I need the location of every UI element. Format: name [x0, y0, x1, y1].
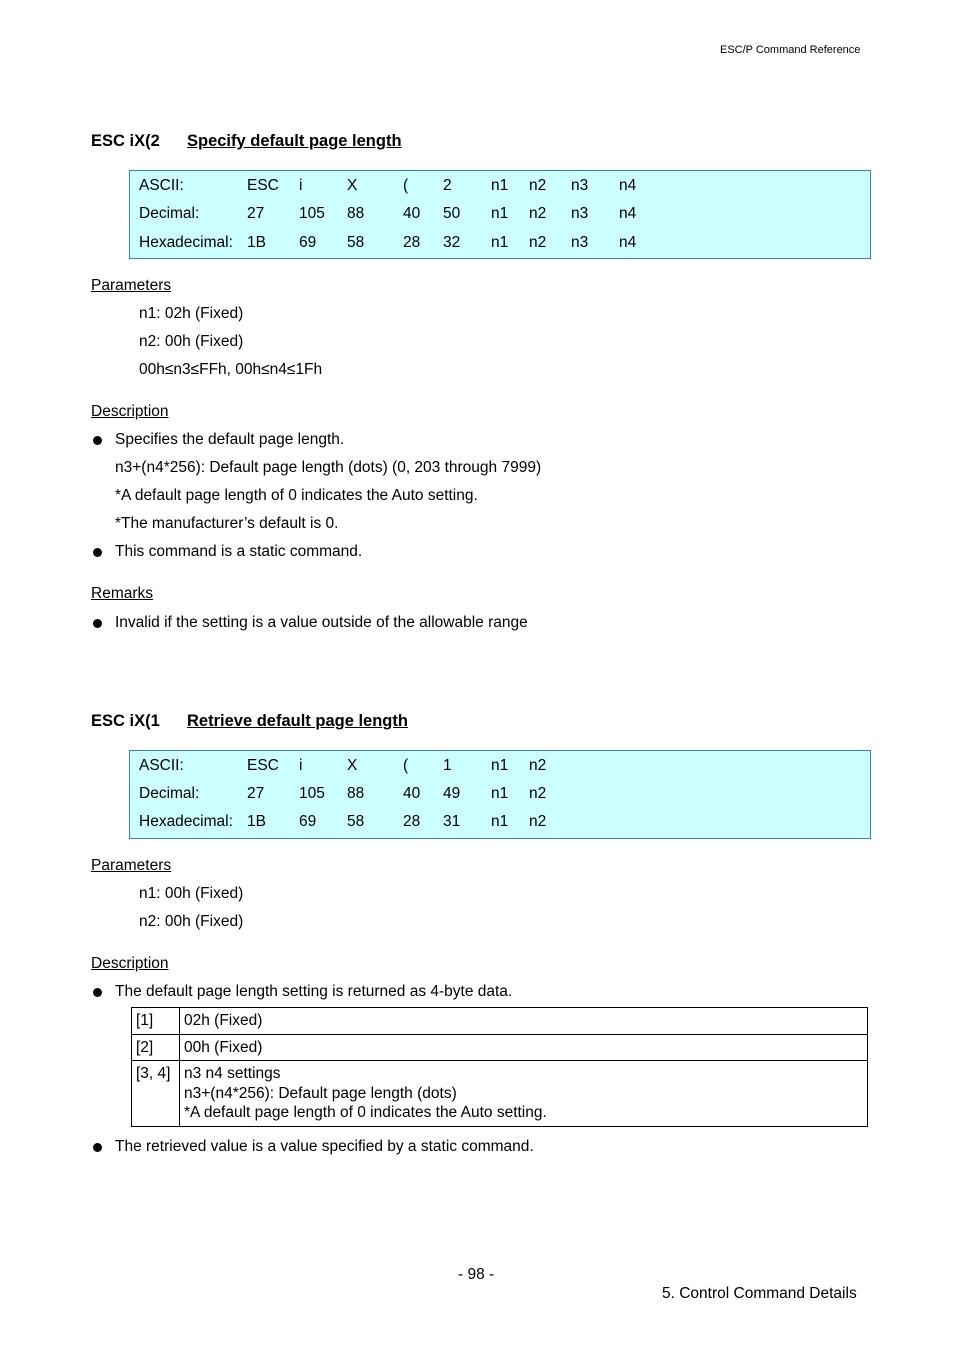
byte-cell: n3	[571, 177, 589, 194]
byte-cell: 88	[347, 785, 365, 802]
byte-cell: 27	[247, 785, 265, 802]
hex-row	[130, 234, 870, 254]
byte-value	[180, 1034, 868, 1061]
value-line: 02h (Fixed)	[184, 1012, 263, 1029]
decimal-row	[130, 785, 870, 805]
byte-cell: n2	[529, 785, 547, 802]
byte-index: [2]	[132, 1034, 180, 1061]
description-item: The default page length setting is returned as 4-byte data.	[115, 983, 513, 1000]
decimal-row	[130, 205, 870, 225]
command-code: ESC iX(2	[91, 132, 160, 150]
command-code: ESC iX(1	[91, 712, 160, 730]
description-item: This command is a static command.	[115, 543, 363, 560]
byte-cell: 31	[443, 813, 461, 830]
description-detail: n3+(n4*256): Default page length (dots) (0, 203 through 7999)	[115, 459, 542, 476]
byte-cell: 28	[403, 813, 421, 830]
byte-cell: 69	[299, 813, 317, 830]
return-data-table	[131, 1007, 868, 1127]
section-title-retrieve	[91, 712, 408, 731]
ascii-row	[130, 177, 870, 197]
byte-cell: 27	[247, 205, 265, 222]
table-row	[132, 1008, 868, 1035]
bullet-icon	[93, 619, 102, 628]
running-header: ESC/P Command Reference	[720, 44, 861, 56]
byte-cell: 58	[347, 234, 365, 251]
hex-row	[130, 813, 870, 833]
value-line: n3 n4 settings	[184, 1065, 281, 1082]
byte-cell: n2	[529, 205, 547, 222]
byte-cell: 88	[347, 205, 365, 222]
byte-index: [1]	[132, 1008, 180, 1035]
byte-cell: X	[347, 757, 358, 774]
command-sequence-box	[129, 750, 871, 839]
row-label: Decimal:	[139, 785, 200, 802]
byte-cell: n1	[491, 205, 509, 222]
byte-cell: i	[299, 177, 303, 194]
value-line: *A default page length of 0 indicates the Auto setting.	[184, 1104, 547, 1121]
byte-cell: 1	[443, 757, 452, 774]
byte-cell: (	[403, 177, 409, 194]
byte-cell: X	[347, 177, 358, 194]
byte-cell: 28	[403, 234, 421, 251]
byte-cell: 105	[299, 205, 325, 222]
byte-value	[180, 1061, 868, 1127]
page-number: - 98 -	[458, 1266, 495, 1283]
command-sequence-box	[129, 170, 871, 259]
row-label: Hexadecimal:	[139, 234, 233, 251]
description-item: The retrieved value is a value specified by a static command.	[115, 1138, 534, 1155]
byte-cell: n3	[571, 234, 589, 251]
byte-cell: n1	[491, 785, 509, 802]
byte-value	[180, 1008, 868, 1035]
parameter-item: n2: 00h (Fixed)	[139, 333, 244, 350]
remark-item: Invalid if the setting is a value outside of the allowable range	[115, 614, 528, 631]
parameter-item: n2: 00h (Fixed)	[139, 913, 244, 930]
byte-cell: n4	[619, 205, 637, 222]
parameter-item: n1: 02h (Fixed)	[139, 305, 244, 322]
byte-cell: 40	[403, 205, 421, 222]
byte-cell: ESC	[247, 177, 279, 194]
bullet-icon	[93, 436, 102, 445]
byte-cell: n3	[571, 205, 589, 222]
byte-cell: n1	[491, 813, 509, 830]
byte-cell: i	[299, 757, 303, 774]
description-detail: *A default page length of 0 indicates the Auto setting.	[115, 487, 478, 504]
byte-cell: 1B	[247, 234, 266, 251]
byte-cell: 69	[299, 234, 317, 251]
byte-cell: 40	[403, 785, 421, 802]
byte-cell: n4	[619, 177, 637, 194]
row-label: ASCII:	[139, 177, 184, 194]
chapter-footer: 5. Control Command Details	[662, 1285, 857, 1302]
byte-cell: 2	[443, 177, 452, 194]
remarks-heading: Remarks	[91, 585, 154, 602]
byte-cell: 49	[443, 785, 461, 802]
row-label: ASCII:	[139, 757, 184, 774]
byte-cell: 105	[299, 785, 325, 802]
parameter-item: n1: 00h (Fixed)	[139, 885, 244, 902]
description-heading: Description	[91, 955, 169, 972]
command-name: Specify default page length	[187, 132, 402, 150]
byte-cell: 58	[347, 813, 365, 830]
bullet-icon	[93, 1143, 102, 1152]
command-name: Retrieve default page length	[187, 712, 408, 730]
value-line: 00h (Fixed)	[184, 1038, 263, 1056]
value-line: n3+(n4*256): Default page length (dots)	[184, 1084, 457, 1102]
byte-cell: 32	[443, 234, 461, 251]
byte-cell: 50	[443, 205, 461, 222]
section-title-specify	[91, 132, 402, 151]
table-row	[132, 1061, 868, 1127]
byte-cell: n2	[529, 234, 547, 251]
description-heading: Description	[91, 403, 169, 420]
parameter-item: 00h≤n3≤FFh, 00h≤n4≤1Fh	[139, 361, 323, 378]
byte-cell: n2	[529, 813, 547, 830]
description-item: Specifies the default page length.	[115, 431, 345, 448]
row-label: Hexadecimal:	[139, 813, 233, 830]
byte-cell: ESC	[247, 757, 279, 774]
byte-cell: n1	[491, 177, 509, 194]
byte-cell: n2	[529, 177, 547, 194]
bullet-icon	[93, 548, 102, 557]
byte-cell: n1	[491, 757, 509, 774]
byte-index: [3, 4]	[132, 1061, 180, 1127]
parameters-heading: Parameters	[91, 277, 172, 294]
table-row	[132, 1034, 868, 1061]
bullet-icon	[93, 988, 102, 997]
byte-cell: n2	[529, 757, 547, 774]
byte-cell: n4	[619, 234, 637, 251]
row-label: Decimal:	[139, 205, 200, 222]
description-detail: *The manufacturer’s default is 0.	[115, 515, 339, 532]
parameters-heading: Parameters	[91, 857, 172, 874]
ascii-row	[130, 757, 870, 777]
byte-cell: (	[403, 757, 409, 774]
byte-cell: n1	[491, 234, 509, 251]
byte-cell: 1B	[247, 813, 266, 830]
